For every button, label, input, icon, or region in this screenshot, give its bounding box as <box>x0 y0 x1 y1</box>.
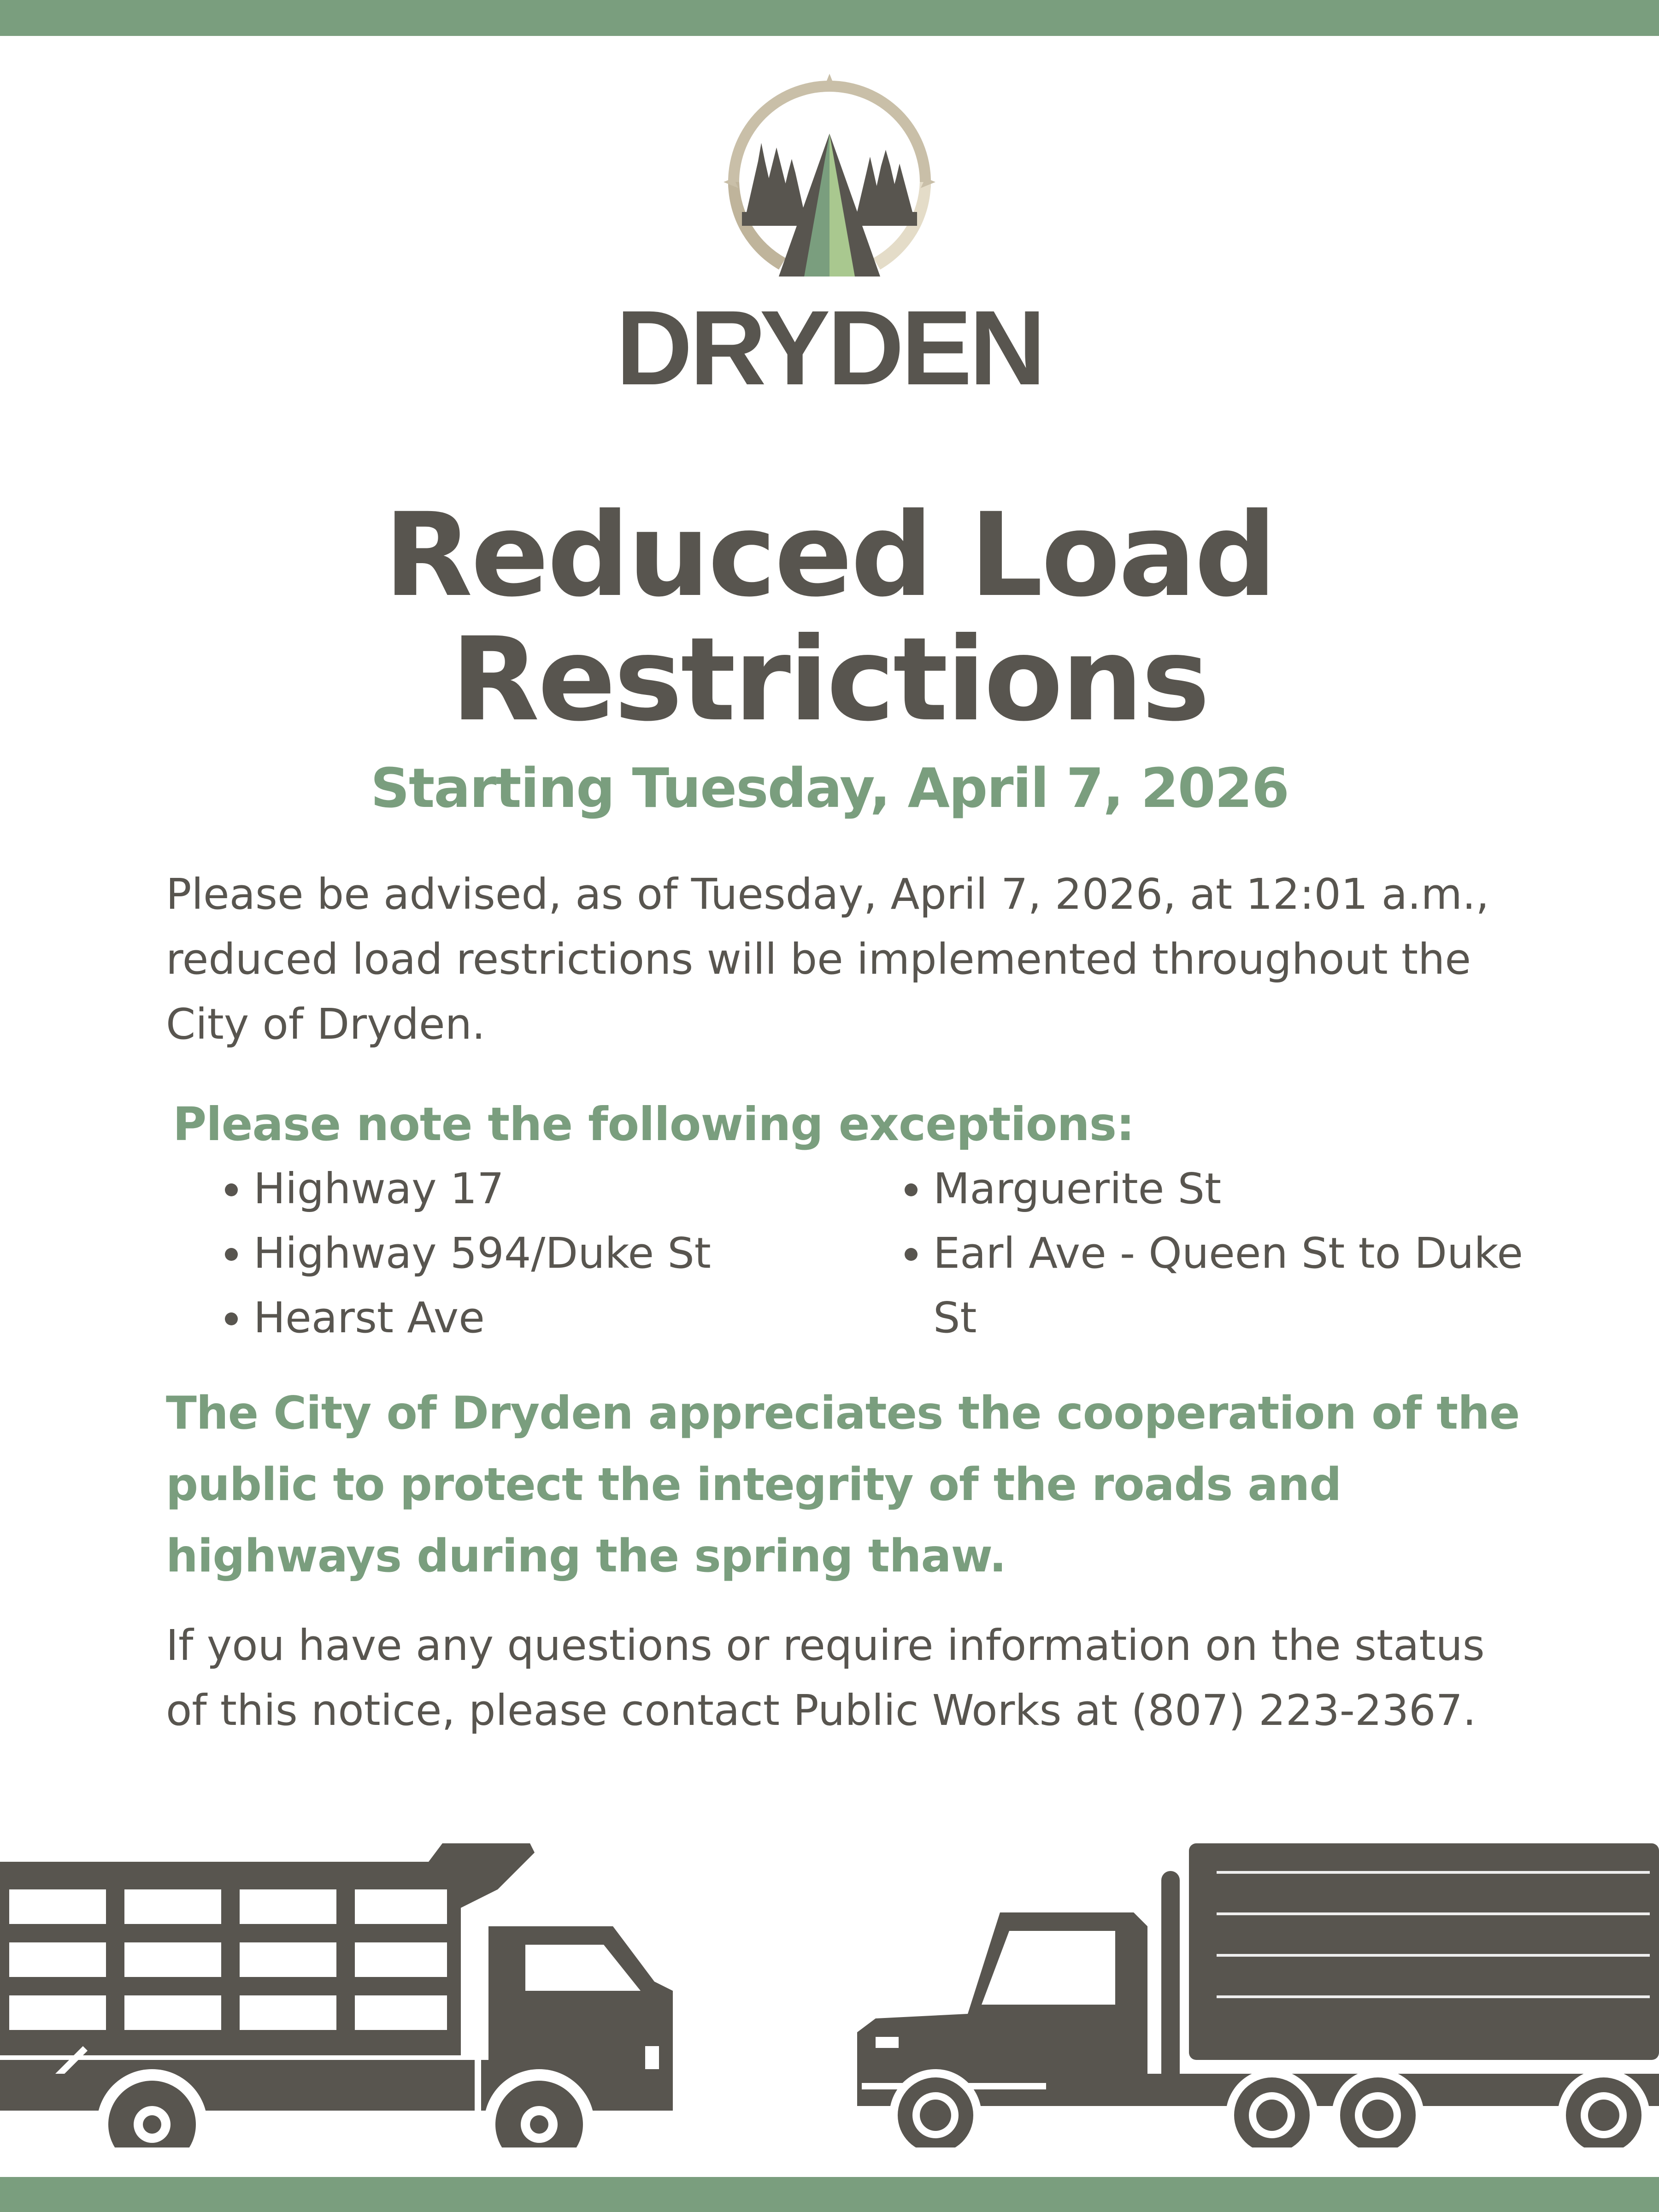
list-item: Earl Ave - Queen St to Duke St <box>896 1221 1532 1350</box>
list-item: Highway 17 <box>217 1157 853 1221</box>
dump-truck-icon <box>0 1834 682 2147</box>
exceptions-heading: Please note the following exceptions: <box>173 1097 1135 1151</box>
title-line-1: Reduced Load <box>384 488 1275 622</box>
title-line-2: Restrictions <box>451 612 1208 747</box>
compass-mountain-trees-icon <box>710 74 949 286</box>
top-green-bar <box>0 0 1659 36</box>
contact-paragraph: If you have any questions or require information on the status of this notice, please contact Public Works at (807) 223-2367. <box>166 1621 1485 1735</box>
appreciation-statement: The City of Dryden appreciates the cooperation of the public to protect the integrity of the roads and highways during the spring thaw. <box>166 1387 1520 1583</box>
exceptions-list-left <box>217 1157 853 1350</box>
start-date-subtitle: Starting Tuesday, April 7, 2026 <box>371 756 1288 820</box>
logo-wordmark: DRYDEN <box>616 288 1043 407</box>
intro-paragraph: Please be advised, as of Tuesday, April 7, 2026, at 12:01 a.m., reduced load restrictions will be implemented throughout the City of Dryden. <box>166 870 1489 1049</box>
list-item: Hearst Ave <box>217 1286 853 1350</box>
page-title <box>0 488 1659 747</box>
exceptions-list-right <box>896 1157 1532 1350</box>
box-truck-icon <box>848 1834 1659 2147</box>
list-item: Highway 594/Duke St <box>217 1221 853 1286</box>
list-item: Marguerite St <box>896 1157 1532 1221</box>
bottom-green-bar <box>0 2177 1659 2212</box>
